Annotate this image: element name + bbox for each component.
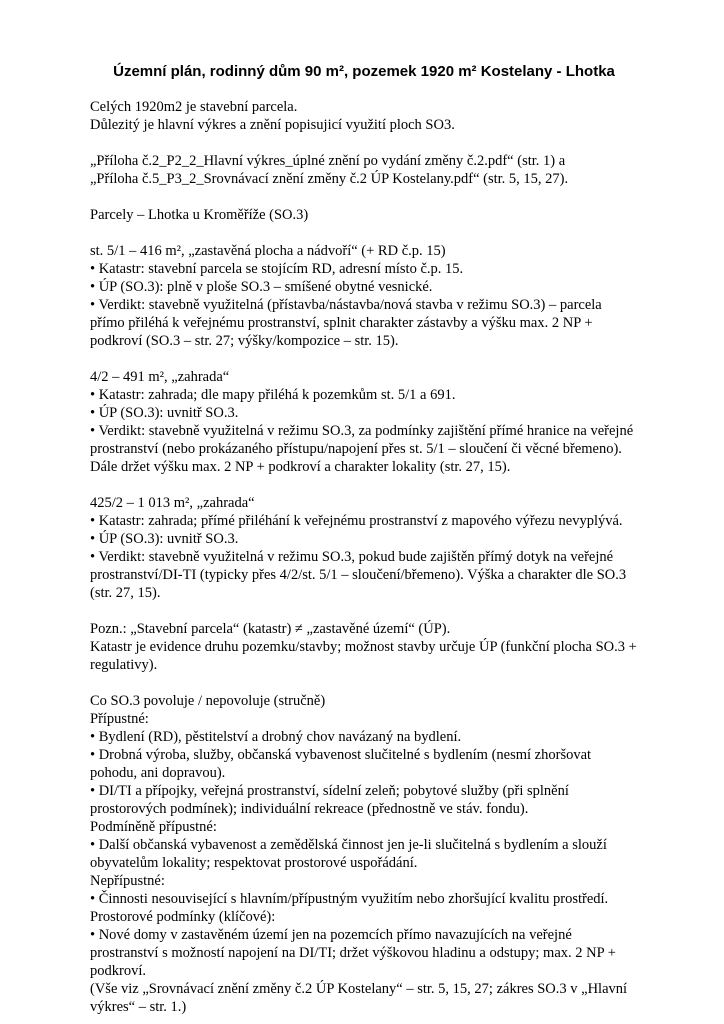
text-line: Podmíněně přípustné: — [90, 819, 217, 835]
text-line: • Činnosti nesouvisející s hlavním/přípustným využitím nebo zhoršující kvalitu prostředí. — [90, 891, 609, 907]
text-line: • Verdikt: stavebně využitelná v režimu SO.3, pokud bude zajištěn přímý dotyk na veřejné prostranství/DI-TI (typicky přes 4/2/st. 5/1 – sloučení/břemeno). Výška a charakter dle SO.3 (str. 27, 15). — [90, 549, 627, 601]
paragraph — [90, 494, 638, 602]
text-line: Pozn.: „Stavební parcela“ (katastr) ≠ „zastavěné území“ (ÚP). — [90, 621, 451, 637]
text-line: • ÚP (SO.3): plně v ploše SO.3 – smíšené obytné vesnické. — [90, 279, 433, 295]
text-line: (Vše viz „Srovnávací znění změny č.2 ÚP Kostelany“ – str. 5, 15, 27; zákres SO.3 v „Hlavní výkres“ – str. 1.) — [90, 981, 628, 1015]
document-title: Územní plán, rodinný dům 90 m², pozemek 1920 m² Kostelany - Lhotka — [113, 63, 615, 80]
text-line: Parcely – Lhotka u Kroměříže (SO.3) — [90, 207, 309, 223]
text-line: „Příloha č.2_P2_2_Hlavní výkres_úplné znění po vydání změny č.2.pdf“ (str. 1) a — [90, 153, 566, 169]
paragraph — [90, 620, 638, 674]
paragraph — [90, 242, 638, 350]
text-line: • Verdikt: stavebně využitelná v režimu SO.3, za podmínky zajištění přímé hranice na veřejné prostranství (nebo prokázaného přístupu/napojení přes st. 5/1 – sloučení či věcné břemeno). Dále držet výšku max. 2 NP + podkroví a charakter lokality (str. 27, 15). — [90, 423, 634, 475]
text-line: Co SO.3 povoluje / nepovoluje (stručně) — [90, 693, 326, 709]
paragraph — [90, 692, 638, 1016]
paragraph — [90, 152, 638, 188]
text-line: Přípustné: — [90, 711, 149, 727]
text-line: • Katastr: zahrada; dle mapy přiléhá k pozemkům st. 5/1 a 691. — [90, 387, 456, 403]
text-line: Důlezitý je hlavní výkres a znění popisujicí využití ploch SO3. — [90, 117, 455, 133]
text-line: • Drobná výroba, služby, občanská vybavenost slučitelné s bydlením (nesmí zhoršovat pohodu, ani dopravou). — [90, 747, 592, 781]
text-line: • ÚP (SO.3): uvnitř SO.3. — [90, 405, 239, 421]
text-line: Nepřípustné: — [90, 873, 165, 889]
text-line: • Verdikt: stavebně využitelná (přístavba/nástavba/nová stavba v režimu SO.3) – parcela přímo přiléhá k veřejnému prostranství, splnit charakter zástavby a výšku max. 2 NP + podkroví (SO.3 – str. 27; výšky/kompozice – str. 15). — [90, 297, 602, 349]
text-line: „Příloha č.5_P3_2_Srovnávací znění změny č.2 ÚP Kostelany.pdf“ (str. 5, 15, 27). — [90, 171, 569, 187]
paragraph — [90, 206, 638, 224]
paragraph — [90, 368, 638, 476]
text-line: • ÚP (SO.3): uvnitř SO.3. — [90, 531, 239, 547]
text-line: 4/2 – 491 m², „zahrada“ — [90, 369, 230, 385]
paragraph — [90, 98, 638, 134]
text-line: st. 5/1 – 416 m², „zastavěná plocha a nádvoří“ (+ RD č.p. 15) — [90, 243, 446, 259]
text-line: • Bydlení (RD), pěstitelství a drobný chov navázaný na bydlení. — [90, 729, 462, 745]
text-line: Katastr je evidence druhu pozemku/stavby; možnost stavby určuje ÚP (funkční plocha SO.3 + regulativy). — [90, 639, 637, 673]
text-line: • Nové domy v zastavěném území jen na pozemcích přímo navazujících na veřejné prostranství s možností napojení na DI/TI; držet výškovou hladinu a odstupy; max. 2 NP + podkroví. — [90, 927, 616, 979]
text-line: • Katastr: stavební parcela se stojícím RD, adresní místo č.p. 15. — [90, 261, 464, 277]
text-line: 425/2 – 1 013 m², „zahrada“ — [90, 495, 255, 511]
text-line: • Katastr: zahrada; přímé přiléhání k veřejnému prostranství z mapového výřezu nevyplývá. — [90, 513, 623, 529]
text-line: Celých 1920m2 je stavební parcela. — [90, 99, 298, 115]
text-line: Prostorové podmínky (klíčové): — [90, 909, 276, 925]
document-body — [90, 98, 638, 1016]
text-line: • Další občanská vybavenost a zemědělská činnost jen je-li slučitelná s bydlením a slouží obyvatelům lokality; respektovat prostorové uspořádání. — [90, 837, 607, 871]
text-line: • DI/TI a přípojky, veřejná prostranství, sídelní zeleň; pobytové služby (při splnění prostorových podmínek); individuální rekreace (přednostně ve stáv. fondu). — [90, 783, 569, 817]
